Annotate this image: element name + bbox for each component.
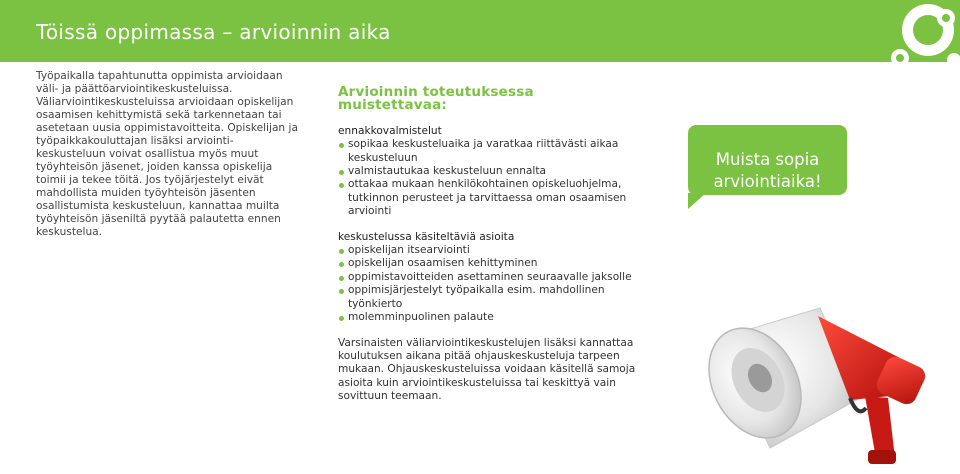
section-topics-title: keskustelussa käsiteltäviä asioita	[338, 230, 515, 243]
intro-text	[36, 70, 301, 239]
header-bar	[0, 0, 960, 62]
section-preparation-title: ennakkovalmistelut	[338, 124, 442, 137]
reminder-line-1: Muista sopia	[715, 150, 820, 169]
list-item: oppimisjärjestelyt työpaikalla esim. mahdollinen työnkierto	[338, 284, 638, 311]
list-item: opiskelijan osaamisen kehittyminen	[338, 257, 638, 270]
list-item: molemminpuolinen palaute	[338, 311, 638, 324]
page-title: Töissä oppimassa – arvioinnin aika	[36, 20, 391, 44]
list-item: sopikaa keskusteluaika ja varatkaa riittävästi aikaa keskusteluun	[338, 138, 638, 165]
list-item: opiskelijan itsearviointi	[338, 244, 638, 257]
topics-list	[338, 244, 638, 324]
reminder-text	[688, 149, 847, 193]
reminder-speech-bubble	[688, 125, 847, 195]
preparation-list	[338, 138, 638, 218]
reminders-heading: Arvioinnin toteutuksessa muistettavaa:	[338, 84, 534, 114]
reminder-line-2: arviointiaika!	[713, 172, 822, 191]
list-item: ottakaa mukaan henkilökohtainen opiskeluohjelma, tutkinnon perusteet ja tarvittaessa oman osaamisen arviointi	[338, 178, 638, 218]
list-item: valmistautukaa keskusteluun ennalta	[338, 165, 638, 178]
megaphone-icon	[700, 268, 940, 474]
closing-paragraph: Varsinaisten väliarviointikeskustelujen lisäksi kannattaa koulutuksen aikana pitää ohjauskeskusteluja tarpeen mukaan. Ohjauskeskusteluissa voidaan käsitellä samoja asioita kuin arviointikeskusteluissa tai keskittyä vain sovittuun teemaan.	[338, 336, 636, 403]
list-item: oppimistavoitteiden asettaminen seuraavalle jaksolle	[338, 271, 638, 284]
bubbles-decoration-icon	[860, 0, 960, 70]
speech-bubble-tail	[688, 193, 706, 209]
intro-paragraph: Työpaikalla tapahtunutta oppimista arvioidaan väli- ja päättöarviointikeskusteluissa. Väliarviointikeskusteluissa arvioidaan opiskelijan osaamisen kehittymistä sekä tarkennetaan tai asetetaan uusia oppimistavoitteita. Opiskelijan ja työpaikkakouluttajan lisäksi arviointi-keskusteluun voivat osallistua myös muut työyhteisön jäsenet, joiden kanssa opiskelija toimii ja tekee töitä. Jos työjärjestelyt eivät mahdollista muiden työyhteisön jäsenten osallistumista keskusteluun, kannattaa muilta työyhteisön jäseniltä pyytää palautetta ennen keskustelua.	[36, 70, 298, 238]
reminders-column	[338, 86, 638, 404]
